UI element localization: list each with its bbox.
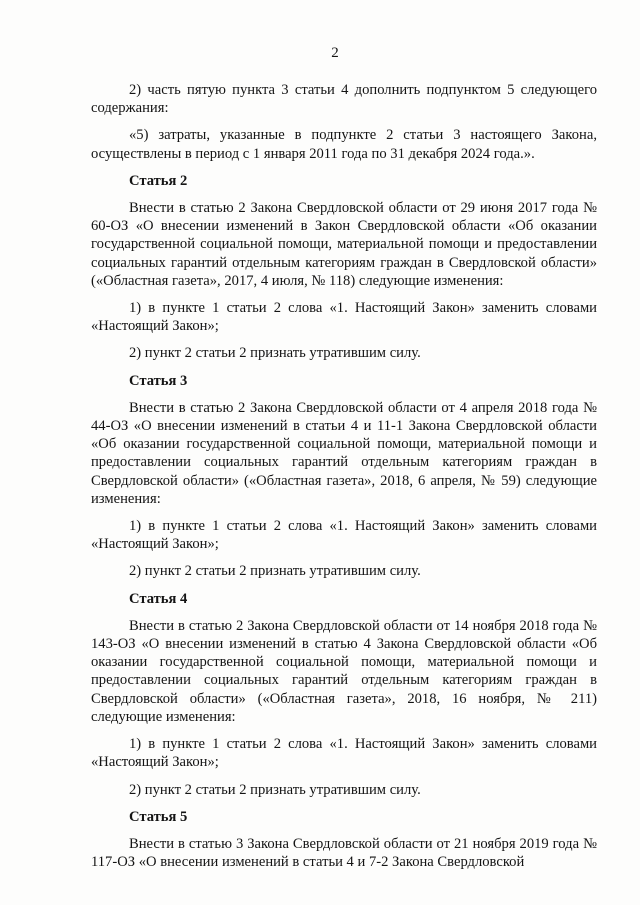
page-number: 2 [331, 45, 339, 61]
paragraph-article-5-intro: Внести в статью 3 Закона Свердловской области от 21 ноября 2019 года № 117-ОЗ «О внесении изменений в статьи 4 и 7-2 Закона Свердловской [91, 835, 597, 871]
paragraph-article-3-item-1: 1) в пункте 1 статьи 2 слова «1. Настоящий Закон» заменить словами «Настоящий Закон»; [91, 518, 597, 553]
paragraph-article-4-intro: Внести в статью 2 Закона Свердловской области от 14 ноября 2018 года № 143-ОЗ «О внесении изменений в статью 4 Закона Свердловской области «Об оказании государственной социальной помощи, материальной помощи и предоставлении социальных гарантий отдельным категориям граждан в Свердловской области» («Областная газета», 2018, 16 ноября, № 211) следующие изменения: [91, 617, 597, 725]
article-heading-5: Статья 5 [129, 808, 188, 825]
paragraph-article-3-intro: Внести в статью 2 Закона Свердловской области от 4 апреля 2018 года № 44-ОЗ «О внесении изменений в статьи 4 и 11-1 Закона Свердловской области «Об оказании государственной социальной помощи, материальной помощи и предоставлении социальных гарантий отдельным категориям граждан в Свердловской области» («Областная газета», 2018, 6 апреля, № 59) следующие изменения: [91, 399, 597, 507]
paragraph-amendment-item-2: 2) часть пятую пункта 3 статьи 4 дополнить подпунктом 5 следующего содержания: [91, 82, 597, 117]
article-heading-3: Статья 3 [129, 372, 188, 389]
paragraph-article-4-item-1: 1) в пункте 1 статьи 2 слова «1. Настоящий Закон» заменить словами «Настоящий Закон»; [91, 736, 597, 771]
paragraph-article-2-item-2: 2) пункт 2 статьи 2 признать утратившим силу. [129, 345, 421, 362]
paragraph-article-3-item-2: 2) пункт 2 статьи 2 признать утратившим силу. [129, 563, 421, 580]
paragraph-article-4-item-2: 2) пункт 2 статьи 2 признать утратившим силу. [129, 781, 421, 798]
document-body [91, 81, 597, 871]
paragraph-subitem-5-text: «5) затраты, указанные в подпункте 2 статьи 3 настоящего Закона, осуществлены в период с 1 января 2011 года по 31 декабря 2024 года.». [91, 127, 597, 162]
article-heading-4: Статья 4 [129, 590, 188, 607]
article-heading-2: Статья 2 [129, 172, 188, 189]
paragraph-article-2-intro: Внести в статью 2 Закона Свердловской области от 29 июня 2017 года № 60-ОЗ «О внесении изменений в Закон Свердловской области «Об оказании государственной социальной помощи, материальной помощи и предоставлении социальных гарантий отдельным категориям граждан в Свердловской области» («Областная газета», 2017, 4 июля, № 118) следующие изменения: [91, 200, 597, 289]
paragraph-article-2-item-1: 1) в пункте 1 статьи 2 слова «1. Настоящий Закон» заменить словами «Настоящий Закон»; [91, 300, 597, 335]
